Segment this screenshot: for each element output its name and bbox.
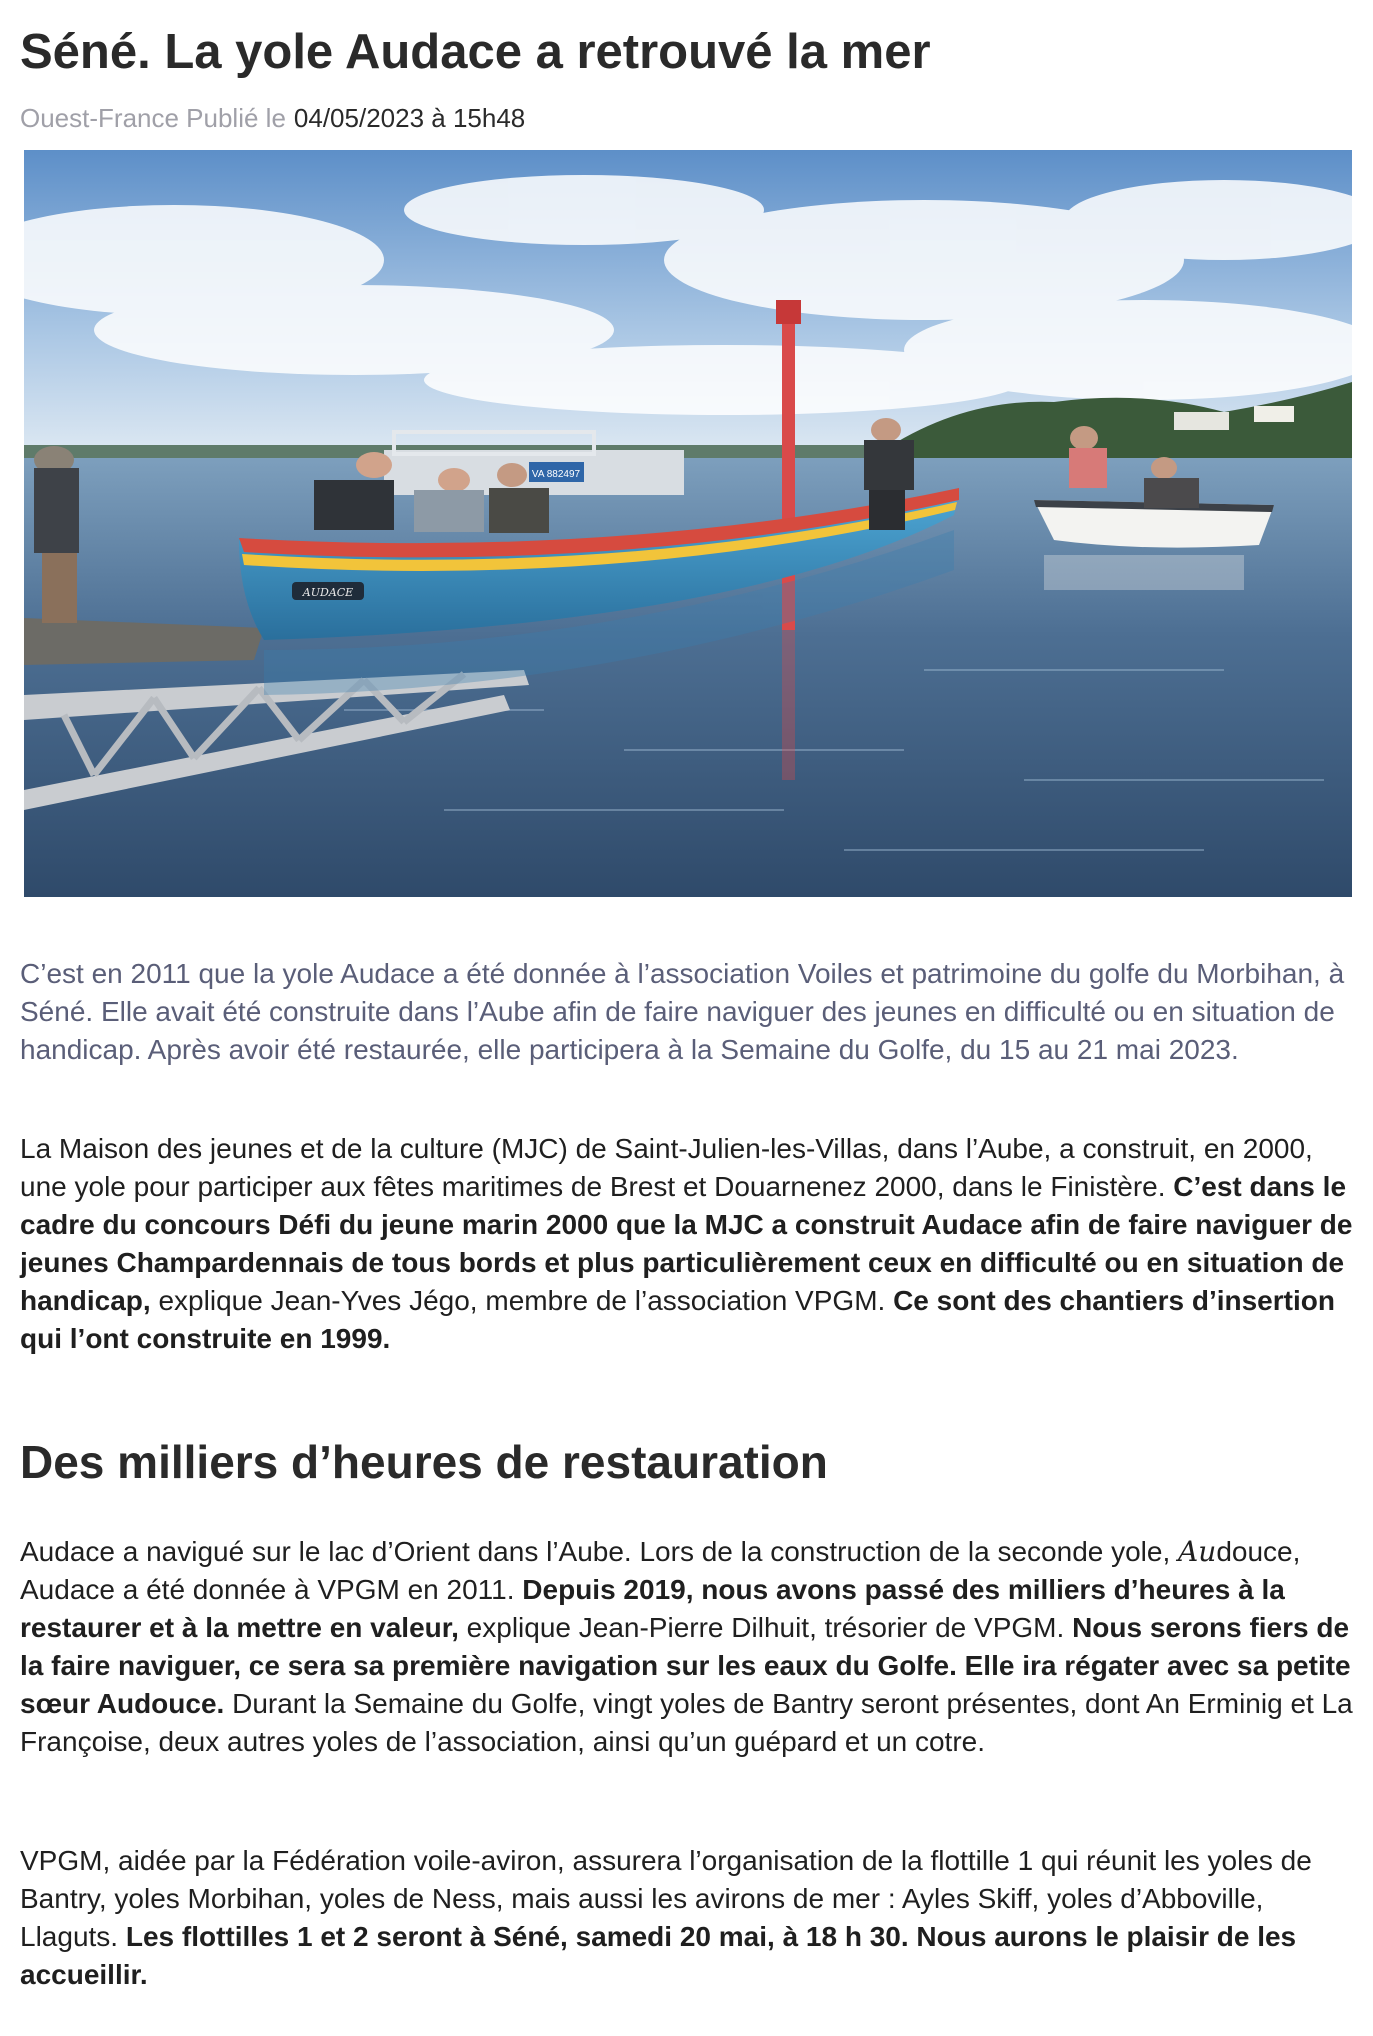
article-subheading: Des milliers d’heures de restauration <box>20 1436 828 1488</box>
paragraph-quote: Nous serons fiers de la faire naviguer, ce sera sa première navigation sur les eaux du Golfe. Elle ira régater avec sa petite sœur Audouce. <box>20 1612 1351 1719</box>
paragraph-text: Audace a navigué sur le lac d’Orient dans l’Aube. Lors de la construction de la seconde yole, <box>20 1536 1179 1567</box>
article-byline <box>20 100 525 136</box>
article-paragraph-1 <box>20 1130 1355 1358</box>
paragraph-text: VPGM, aidée par la Fédération voile-aviron, assurera l’organisation de la flottille 1 qui réunit les yoles de Bantry, yoles Morbihan, yoles de Ness, mais aussi les avirons de mer : Ayles Skiff, yoles d’Abboville, Llaguts. <box>20 1845 1312 1952</box>
boat-registration: VA 882497 <box>531 469 581 480</box>
paragraph-text: explique Jean-Pierre Dilhuit, trésorier de VPGM. <box>458 1612 1073 1643</box>
paragraph-text: douce, Audace a été donnée à VPGM en 2011. <box>20 1536 1301 1605</box>
paragraph-text: Durant la Semaine du Golfe, vingt yoles de Bantry seront présentes, dont An Erminig et La Françoise, deux autres yoles de l’association, ainsi qu’un guépard et un cotre. <box>20 1688 1353 1757</box>
byline-date: 04/05/2023 à 15h48 <box>293 103 526 133</box>
article-title: Séné. La yole Audace a retrouvé la mer <box>20 25 931 79</box>
paragraph-quote: Ce sont des chantiers d’insertion qui l’ont construite en 1999. <box>20 1285 1335 1354</box>
article-paragraph-3 <box>20 1842 1355 1994</box>
paragraph-italic: Au <box>1178 1535 1217 1568</box>
paragraph-quote: C’est dans le cadre du concours Défi du jeune marin 2000 que la MJC a construit Audace afin de faire naviguer de jeunes Champardennais de tous bords et plus particulièrement ceux en difficulté ou en situation de handicap, <box>20 1171 1353 1316</box>
boat-name: AUDACE <box>302 586 354 599</box>
byline-source: Ouest-France Publié le <box>20 103 286 133</box>
article-lead: C’est en 2011 que la yole Audace a été donnée à l’association Voiles et patrimoine du golfe du Morbihan, à Séné. Elle avait été construite dans l’Aube afin de faire naviguer des jeunes en difficulté ou en situation de handicap. Après avoir été restaurée, elle participera à la Semaine du Golfe, du 15 au 21 mai 2023. <box>20 958 1345 1065</box>
paragraph-quote: Les flottilles 1 et 2 seront à Séné, samedi 20 mai, à 18 h 30. Nous aurons le plaisir de les accueillir. <box>20 1921 1297 1990</box>
paragraph-quote: Depuis 2019, nous avons passé des milliers d’heures à la restaurer et à la mettre en valeur, <box>20 1574 1285 1643</box>
article-photo <box>24 150 1352 897</box>
article-paragraph-2 <box>20 1533 1355 1761</box>
paragraph-text: La Maison des jeunes et de la culture (MJC) de Saint-Julien-les-Villas, dans l’Aube, a construit, en 2000, une yole pour participer aux fêtes maritimes de Brest et Douarnenez 2000, dans le Finistère. <box>20 1133 1313 1202</box>
paragraph-text: explique Jean-Yves Jégo, membre de l’association VPGM. <box>150 1285 894 1316</box>
